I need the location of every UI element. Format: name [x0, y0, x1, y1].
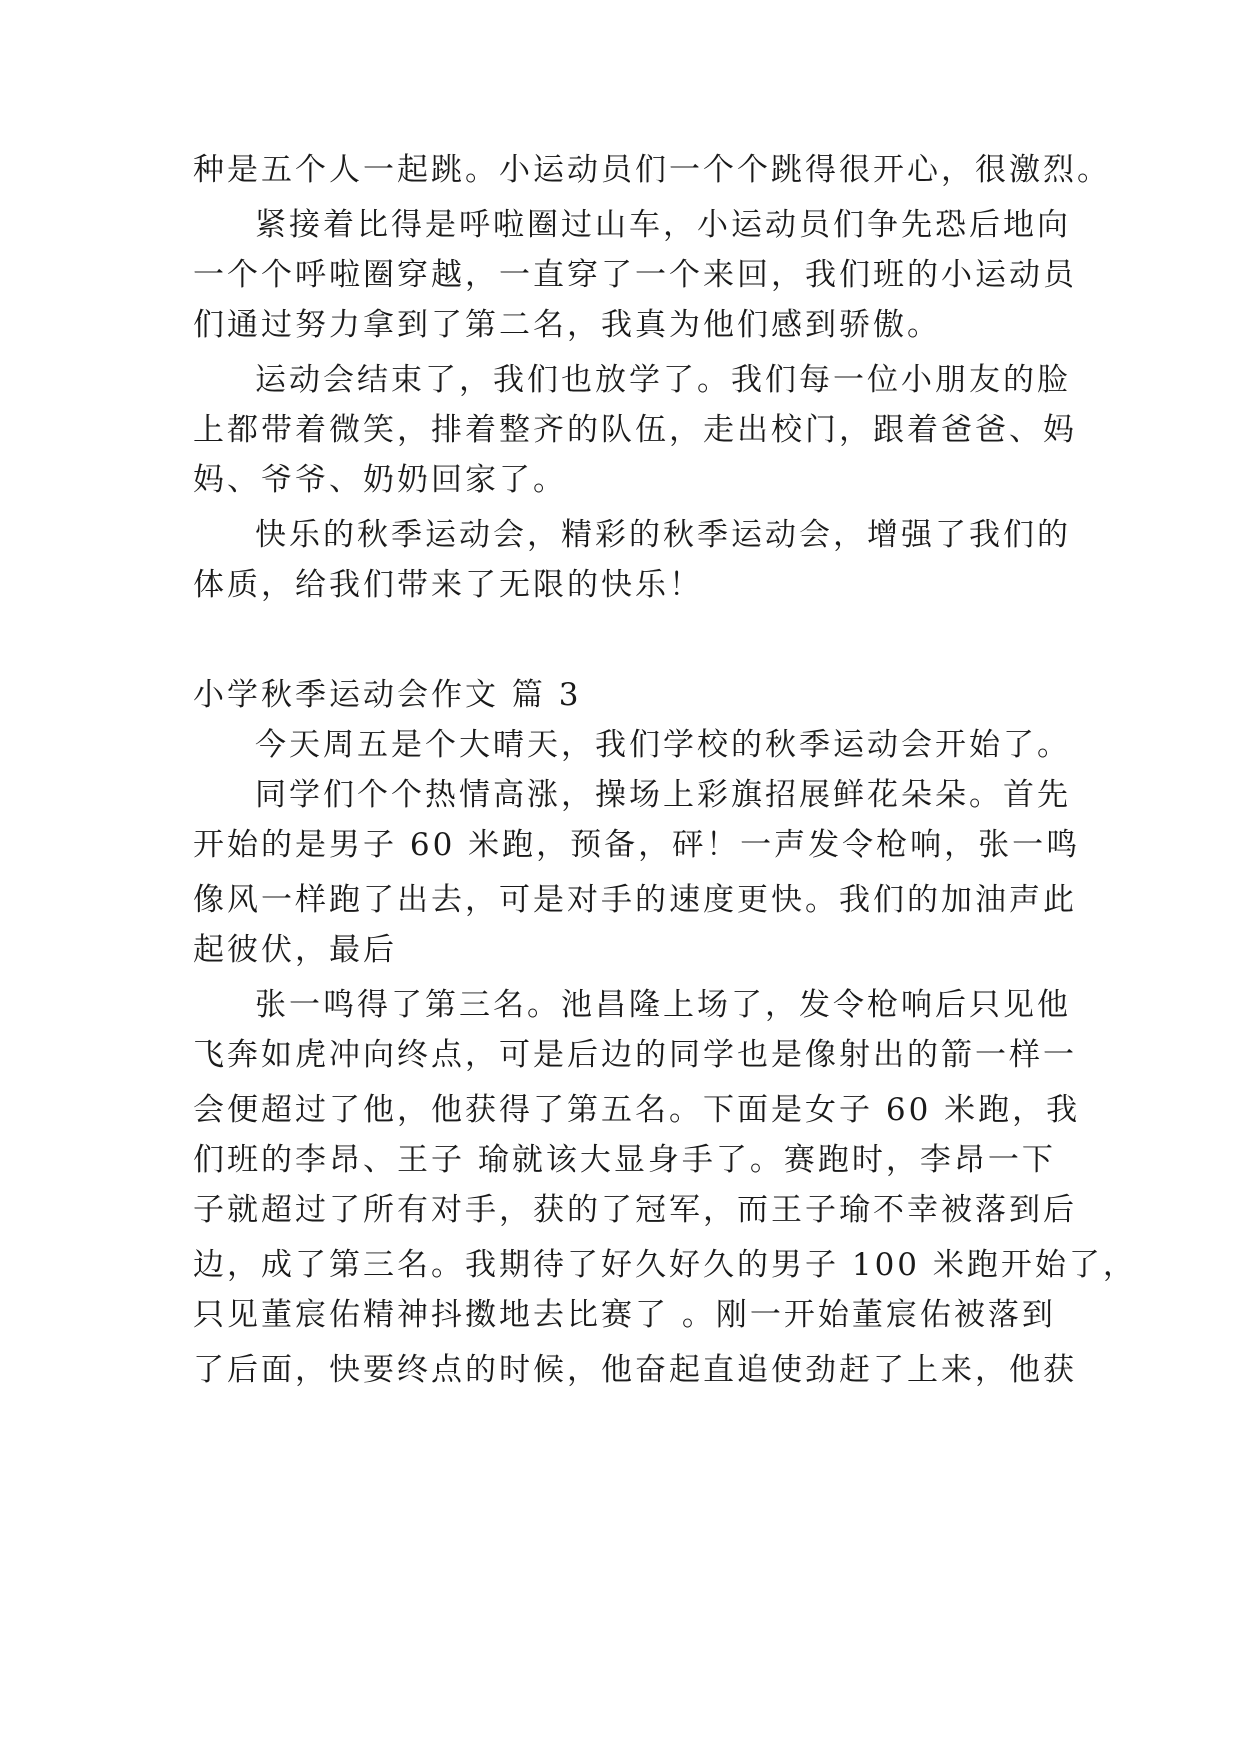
text-line: 子就超过了所有对手，获的了冠军，而王子瑜不幸被落到后 — [193, 1192, 1077, 1228]
text-line: 起彼伏，最后 — [193, 932, 397, 968]
paragraph-start: 快乐的秋季运动会，精彩的秋季运动会，增强了我们的 — [255, 517, 1071, 553]
paragraph-start: 张一鸣得了第三名。池昌隆上场了，发令枪响后只见他 — [255, 987, 1071, 1023]
text-line: 了后面，快要终点的时候，他奋起直追使劲赶了上来，他获 — [193, 1352, 1077, 1388]
text-line: 像风一样跑了出去，可是对手的速度更快。我们的加油声此 — [193, 882, 1077, 918]
text-line: 上都带着微笑，排着整齐的队伍，走出校门，跟着爸爸、妈 — [193, 412, 1077, 448]
text-line: 种是五个人一起跳。小运动员们一个个跳得很开心，很激烈。 — [193, 152, 1111, 188]
text-line: 只见董宸佑精神抖擞地去比赛了 。刚一开始董宸佑被落到 — [193, 1297, 1056, 1333]
paragraph-start: 同学们个个热情高涨，操场上彩旗招展鲜花朵朵。首先 — [255, 777, 1071, 813]
text-line: 们班的李昂、王子 瑜就该大显身手了。赛跑时，李昂一下 — [193, 1142, 1056, 1178]
text-line: 们通过努力拿到了第二名，我真为他们感到骄傲。 — [193, 307, 941, 343]
section-heading: 小学秋季运动会作文 篇 3 — [193, 677, 582, 713]
text-line: 会便超过了他，他获得了第五名。下面是女子 60 米跑，我 — [193, 1092, 1081, 1128]
text-line: 一个个呼啦圈穿越，一直穿了一个来回，我们班的小运动员 — [193, 257, 1077, 293]
paragraph-start: 紧接着比得是呼啦圈过山车，小运动员们争先恐后地向 — [255, 207, 1071, 243]
text-line: 边，成了第三名。我期待了好久好久的男子 100 米跑开始了， — [193, 1247, 1137, 1283]
text-line: 开始的是男子 60 米跑，预备，砰！一声发令枪响，张一鸣 — [193, 827, 1081, 863]
text-line: 飞奔如虎冲向终点，可是后边的同学也是像射出的箭一样一 — [193, 1037, 1077, 1073]
paragraph-start: 运动会结束了，我们也放学了。我们每一位小朋友的脸 — [255, 362, 1071, 398]
paragraph-start: 今天周五是个大晴天，我们学校的秋季运动会开始了。 — [255, 727, 1071, 763]
text-line: 妈、爷爷、奶奶回家了。 — [193, 462, 567, 498]
text-line: 体质，给我们带来了无限的快乐！ — [193, 567, 703, 603]
